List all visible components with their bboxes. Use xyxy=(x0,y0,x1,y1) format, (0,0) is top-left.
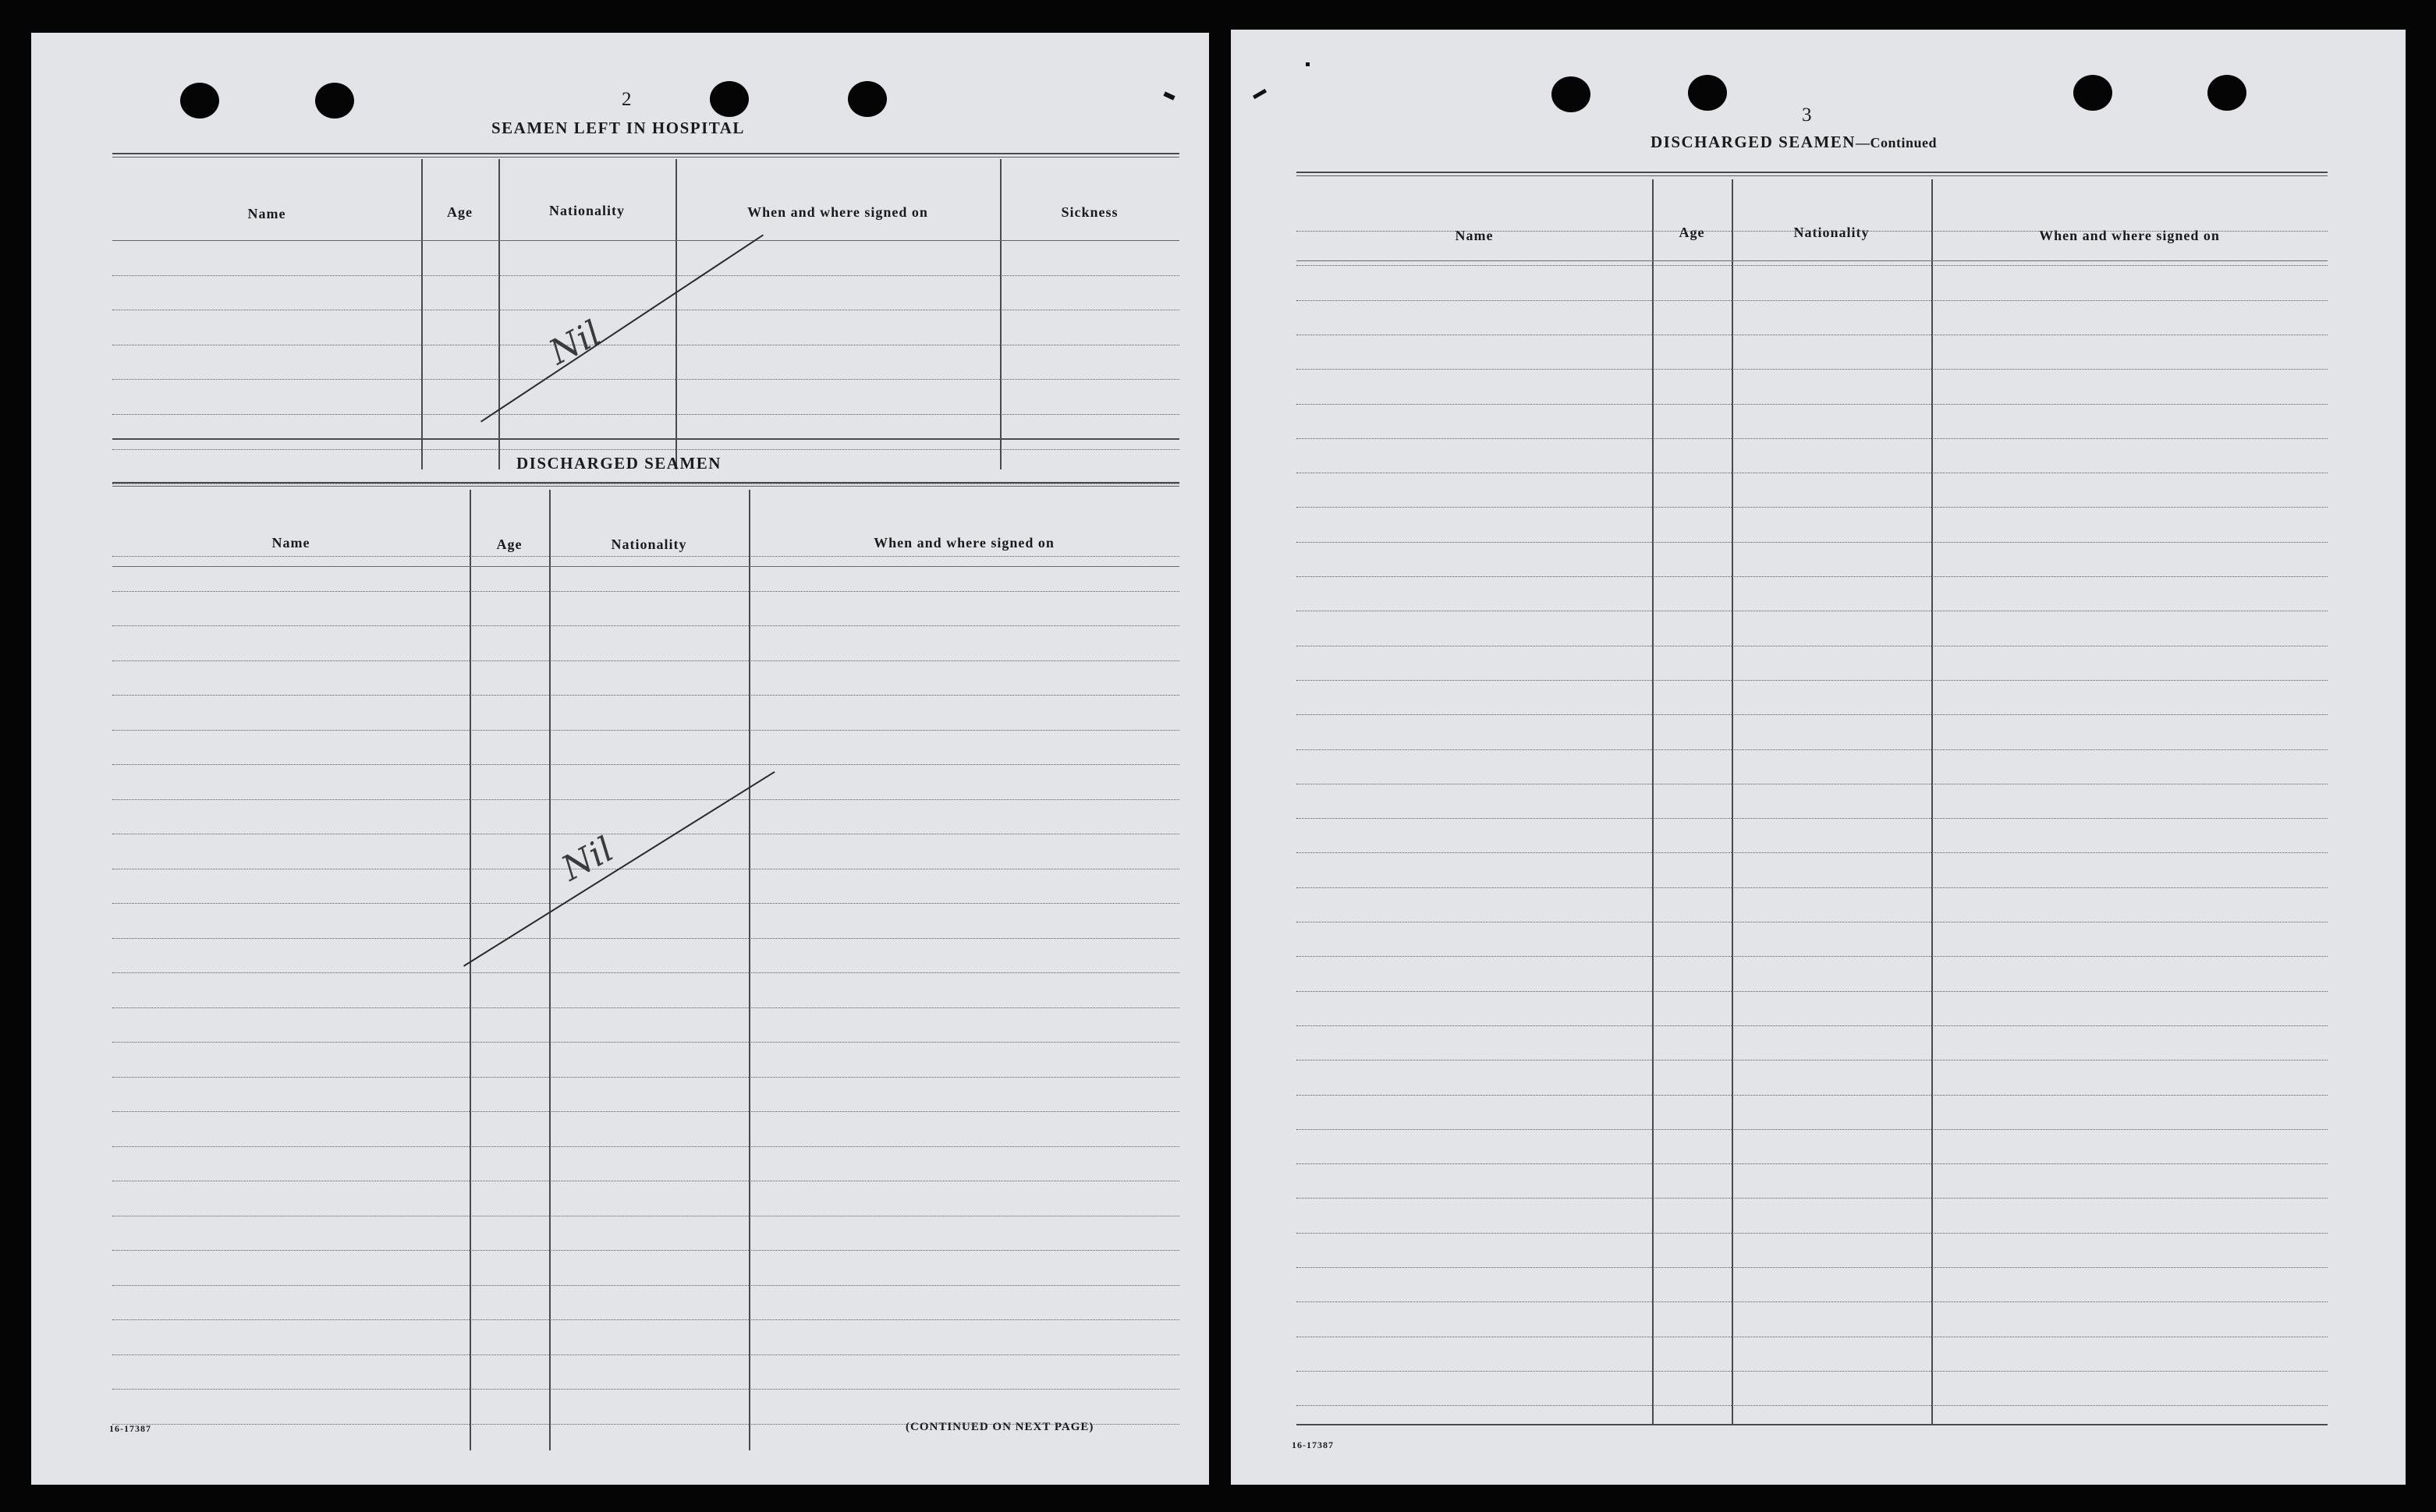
column-header-name: Name xyxy=(247,206,286,221)
column-divider xyxy=(1652,179,1654,1425)
form-code: 16-17387 xyxy=(1292,1439,1334,1450)
ruled-row-line xyxy=(1296,1198,2328,1199)
ruled-row-line xyxy=(112,414,1179,415)
ruled-row-line xyxy=(112,660,1179,661)
header-underline xyxy=(112,566,1179,567)
discharged-top-rule xyxy=(112,482,1179,483)
ruled-row-line xyxy=(112,972,1179,973)
ruled-row-line xyxy=(1296,265,2328,266)
column-header-name: Name xyxy=(271,535,310,551)
column-header-nationality: Nationality xyxy=(611,536,687,552)
ruled-row-line xyxy=(1296,1233,2328,1234)
ruled-row-line xyxy=(112,1111,1179,1112)
discharged-section-title: DISCHARGED SEAMEN xyxy=(516,454,722,473)
handwritten-nil: Nil xyxy=(555,829,620,890)
column-header-signed-on: When and where signed on xyxy=(747,204,928,220)
ruled-row-line xyxy=(1296,680,2328,681)
hospital-section-title: SEAMEN LEFT IN HOSPITAL xyxy=(491,119,745,137)
column-header-signed-on: When and where signed on xyxy=(874,535,1055,551)
top-rule-secondary xyxy=(112,157,1179,158)
discharged-top-rule-secondary xyxy=(112,486,1179,487)
ruled-row-line xyxy=(112,625,1179,626)
column-divider xyxy=(549,490,551,1450)
punch-hole xyxy=(1551,76,1590,112)
ruled-row-line xyxy=(1296,1129,2328,1130)
punch-hole xyxy=(2207,75,2246,111)
column-divider xyxy=(1931,179,1933,1425)
ruled-row-line xyxy=(112,591,1179,592)
ruled-row-line xyxy=(1296,887,2328,888)
column-divider xyxy=(470,490,471,1450)
ruled-row-line xyxy=(112,379,1179,380)
right-page xyxy=(1231,30,2406,1485)
column-header-nationality: Nationality xyxy=(548,203,625,218)
ruled-row-line xyxy=(112,1077,1179,1078)
top-rule xyxy=(112,153,1179,154)
column-header-age: Age xyxy=(447,204,473,220)
ruled-row-line xyxy=(1296,1267,2328,1268)
ruled-row-line xyxy=(1296,438,2328,439)
paper-speck xyxy=(1163,91,1175,100)
section-title-text: DISCHARGED SEAMEN xyxy=(1651,133,1856,151)
ruled-row-line xyxy=(1296,1163,2328,1164)
paper-speck xyxy=(1306,62,1310,66)
top-rule xyxy=(1296,172,2328,173)
ruled-row-line xyxy=(1296,300,2328,301)
ruled-row-line xyxy=(1296,749,2328,750)
header-underline xyxy=(1296,260,2328,261)
ruled-row-line xyxy=(112,1354,1179,1355)
ruled-row-line xyxy=(112,1389,1179,1390)
hospital-table xyxy=(112,159,1179,469)
page-number: 2 xyxy=(622,89,632,110)
ruled-row-line xyxy=(1296,1095,2328,1096)
ruled-row-line xyxy=(1296,818,2328,819)
column-header-sickness: Sickness xyxy=(1061,204,1119,220)
column-divider xyxy=(749,490,750,1450)
ruled-row-line xyxy=(1296,1025,2328,1026)
top-rule-secondary xyxy=(1296,175,2328,176)
punch-hole xyxy=(315,83,354,119)
column-header-signed-on: When and where signed on xyxy=(2039,228,2220,243)
ruled-row-line xyxy=(1296,369,2328,370)
ruled-row-line xyxy=(112,764,1179,765)
section-rule xyxy=(112,438,1179,440)
ruled-row-line xyxy=(112,449,1179,450)
column-header-name: Name xyxy=(1455,228,1494,243)
ruled-row-line xyxy=(112,1146,1179,1147)
left-page xyxy=(31,33,1209,1485)
ruled-row-line xyxy=(1296,956,2328,957)
column-header-age: Age xyxy=(496,536,523,552)
ruled-row-line xyxy=(112,275,1179,276)
punch-hole xyxy=(710,81,749,117)
ruled-row-line xyxy=(112,1285,1179,1286)
ruled-row-line xyxy=(112,903,1179,904)
column-header-age: Age xyxy=(1679,225,1705,240)
ruled-row-line xyxy=(112,730,1179,731)
ruled-row-line xyxy=(112,938,1179,939)
ruled-row-line xyxy=(1296,991,2328,992)
ruled-row-line xyxy=(112,1007,1179,1008)
paper-speck xyxy=(1253,89,1267,99)
ruled-row-line xyxy=(1296,542,2328,543)
ruled-row-line xyxy=(1296,404,2328,405)
ruled-row-line xyxy=(1296,1060,2328,1061)
handwritten-nil: Nil xyxy=(543,313,608,374)
ruled-row-line xyxy=(1296,1371,2328,1372)
page-number: 3 xyxy=(1802,104,1812,126)
ruled-row-line xyxy=(112,240,1179,241)
punch-hole xyxy=(1688,75,1727,111)
discharged-continued-table xyxy=(1296,179,2328,1425)
continued-section-title xyxy=(1651,133,1937,152)
bottom-rule xyxy=(1296,1424,2328,1425)
ruled-row-line xyxy=(1296,231,2328,232)
ruled-row-line xyxy=(1296,507,2328,508)
punch-hole xyxy=(2073,75,2112,111)
section-title-suffix: —Continued xyxy=(1855,135,1937,150)
column-header-nationality: Nationality xyxy=(1793,225,1870,240)
ruled-row-line xyxy=(112,1319,1179,1320)
ruled-row-line xyxy=(1296,714,2328,715)
ruled-row-line xyxy=(112,1042,1179,1043)
ruled-row-line xyxy=(112,695,1179,696)
punch-hole xyxy=(848,81,887,117)
continued-note: (CONTINUED ON NEXT PAGE) xyxy=(906,1421,1094,1433)
ruled-row-line xyxy=(112,483,1179,484)
ruled-row-line xyxy=(112,799,1179,800)
punch-hole xyxy=(180,83,219,119)
form-code: 16-17387 xyxy=(109,1423,151,1434)
column-divider xyxy=(1732,179,1733,1425)
ruled-row-line xyxy=(1296,1405,2328,1406)
ruled-row-line xyxy=(1296,576,2328,577)
ruled-row-line xyxy=(1296,1301,2328,1302)
discharged-table xyxy=(112,490,1179,1450)
ruled-row-line xyxy=(112,1250,1179,1251)
ruled-row-line xyxy=(1296,852,2328,853)
ruled-row-line xyxy=(112,556,1179,557)
